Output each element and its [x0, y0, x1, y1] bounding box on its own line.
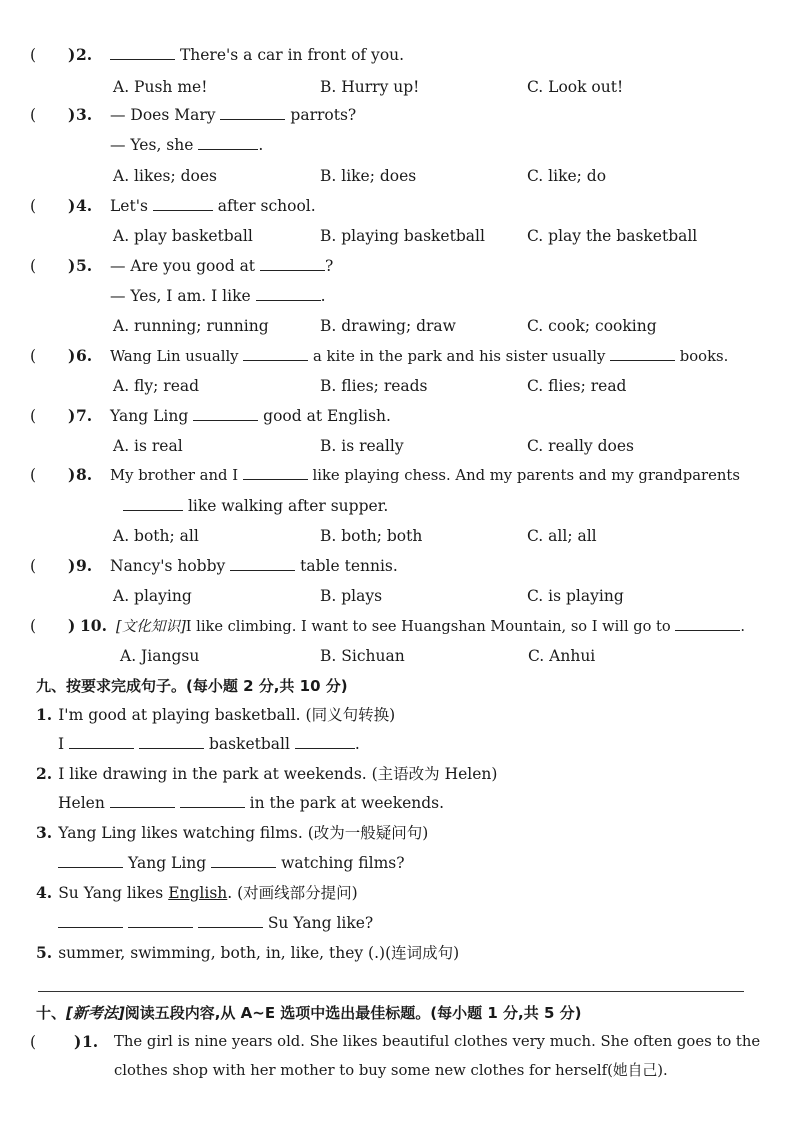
answer-paren[interactable]: ( — [30, 466, 37, 484]
answer-blank[interactable] — [69, 733, 134, 749]
question-number: ) 8. — [68, 465, 93, 484]
option-c[interactable]: C. all; all — [527, 527, 597, 545]
answer-blank[interactable] — [58, 852, 123, 868]
answer-blank[interactable] — [139, 733, 204, 749]
question-number: ) 7. — [68, 406, 93, 425]
question-stem: Let's after school. — [110, 197, 316, 215]
answer-blank[interactable] — [211, 852, 276, 868]
rewrite-item-5: 5. summer, swimming, both, in, like, they (.)(连词成句) — [36, 943, 460, 962]
question-number: ) 5. — [68, 256, 93, 275]
rewrite-item-4: 4. Su Yang likes English. (对画线部分提问) — [36, 883, 358, 902]
answer-paren[interactable]: ( — [30, 197, 37, 215]
answer-line-4: Su Yang like? — [58, 912, 373, 934]
answer-paren[interactable]: ( — [30, 557, 37, 575]
question-stem: — Are you good at ? — [110, 257, 334, 275]
section-10-title: 十、[新考法]阅读五段内容,从 A~E 选项中选出最佳标题。(每小题 1 分,共 5 分) — [36, 1004, 582, 1022]
question-stem: — Does Mary parrots? — [110, 106, 357, 124]
option-b[interactable]: B. both; both — [320, 527, 423, 545]
option-b[interactable]: B. flies; reads — [320, 377, 428, 395]
option-b[interactable]: B. playing basketball — [320, 227, 485, 245]
answer-blank[interactable] — [230, 555, 295, 571]
rewrite-item-1: 1. I'm good at playing basketball. (同义句转换) — [36, 705, 396, 724]
option-b[interactable]: B. is really — [320, 437, 404, 455]
option-b[interactable]: B. drawing; draw — [320, 317, 456, 335]
answer-paren[interactable]: ( — [30, 347, 37, 365]
answer-blank[interactable] — [110, 44, 175, 60]
answer-blank[interactable] — [675, 615, 740, 631]
question-stem: Yang Ling good at English. — [110, 407, 391, 425]
answer-blank[interactable] — [198, 134, 258, 150]
rewrite-item-2: 2. I like drawing in the park at weekends. (主语改为 Helen) — [36, 764, 498, 783]
option-a[interactable]: A. playing — [113, 587, 192, 605]
question-stem: There's a car in front of you. — [110, 44, 404, 66]
option-a[interactable]: A. play basketball — [113, 227, 253, 245]
answer-blank[interactable] — [193, 405, 258, 421]
question-number: ) 4. — [68, 196, 93, 215]
answer-line-3: Yang Ling watching films? — [58, 852, 405, 874]
answer-blank[interactable] — [610, 345, 675, 361]
answer-blank[interactable] — [295, 733, 355, 749]
option-a[interactable]: A. likes; does — [113, 167, 218, 185]
option-a[interactable]: A. running; running — [113, 317, 269, 335]
new-method-tag: [新考法] — [66, 1004, 125, 1022]
answer-blank[interactable] — [128, 912, 193, 928]
option-b[interactable]: B. like; does — [320, 167, 417, 185]
option-c[interactable]: C. cook; cooking — [527, 317, 657, 335]
answer-blank[interactable] — [243, 345, 308, 361]
answer-blank[interactable] — [180, 792, 245, 808]
answer-blank[interactable] — [243, 464, 308, 480]
question-number: ) 10. — [68, 616, 107, 635]
option-a[interactable]: A. is real — [113, 437, 183, 455]
answer-blank[interactable] — [198, 912, 263, 928]
question-number: ) 3. — [68, 105, 93, 124]
answer-paren[interactable]: ( — [30, 106, 37, 124]
question-stem: Wang Lin usually a kite in the park and his sister usually books. — [110, 345, 728, 368]
question-stem: Nancy's hobby table tennis. — [110, 557, 398, 575]
answer-blank[interactable] — [110, 792, 175, 808]
option-c[interactable]: C. Anhui — [528, 647, 596, 665]
option-c[interactable]: C. flies; read — [527, 377, 627, 395]
option-a[interactable]: A. both; all — [113, 527, 199, 545]
rewrite-item-3: 3. Yang Ling likes watching films. (改为一般疑问句) — [36, 823, 429, 842]
answer-paren[interactable]: ( — [30, 1033, 37, 1051]
question-number: ) 2. — [68, 45, 93, 64]
answer-paren[interactable]: ( — [30, 257, 37, 275]
answer-blank[interactable] — [220, 104, 285, 120]
answer-rule-line[interactable] — [38, 991, 744, 992]
option-a[interactable]: A. Jiangsu — [120, 647, 200, 665]
answer-line-1: I basketball . — [58, 735, 360, 753]
option-b[interactable]: B. plays — [320, 587, 383, 605]
answer-paren[interactable]: ( — [30, 617, 37, 635]
passage-line-2: clothes shop with her mother to buy some new clothes for herself(她自己). — [114, 1062, 668, 1079]
question-number: ) 1. — [74, 1032, 99, 1051]
option-c[interactable]: C. like; do — [527, 167, 607, 185]
passage-line-1: The girl is nine years old. She likes beautiful clothes very much. She often goes to the — [114, 1033, 761, 1050]
answer-line-2: Helen in the park at weekends. — [58, 794, 445, 812]
question-stem: My brother and I like playing chess. And my parents and my grandparents — [110, 464, 740, 487]
answer-blank[interactable] — [260, 255, 325, 271]
question-number: ) 9. — [68, 556, 93, 575]
option-c[interactable]: C. really does — [527, 437, 634, 455]
option-b[interactable]: B. Sichuan — [320, 647, 405, 665]
option-c[interactable]: C. play the basketball — [527, 227, 698, 245]
option-c[interactable]: C. is playing — [527, 587, 624, 605]
answer-blank[interactable] — [153, 195, 213, 211]
answer-blank[interactable] — [58, 912, 123, 928]
culture-knowledge-tag: [文化知识] — [116, 618, 186, 635]
underlined-word: English — [168, 884, 228, 902]
section-9-title: 九、按要求完成句子。(每小题 2 分,共 10 分) — [36, 677, 348, 695]
option-a[interactable]: A. Push me! — [113, 78, 208, 96]
option-b[interactable]: B. Hurry up! — [320, 78, 420, 96]
answer-blank[interactable] — [123, 495, 183, 511]
option-a[interactable]: A. fly; read — [113, 377, 200, 395]
question-stem: [文化知识]I like climbing. I want to see Huangshan Mountain, so I will go to . — [116, 615, 745, 638]
option-c[interactable]: C. Look out! — [527, 78, 624, 96]
question-number: ) 6. — [68, 346, 93, 365]
answer-paren[interactable]: ( — [30, 46, 37, 64]
answer-paren[interactable]: ( — [30, 407, 37, 425]
answer-blank[interactable] — [256, 285, 321, 301]
